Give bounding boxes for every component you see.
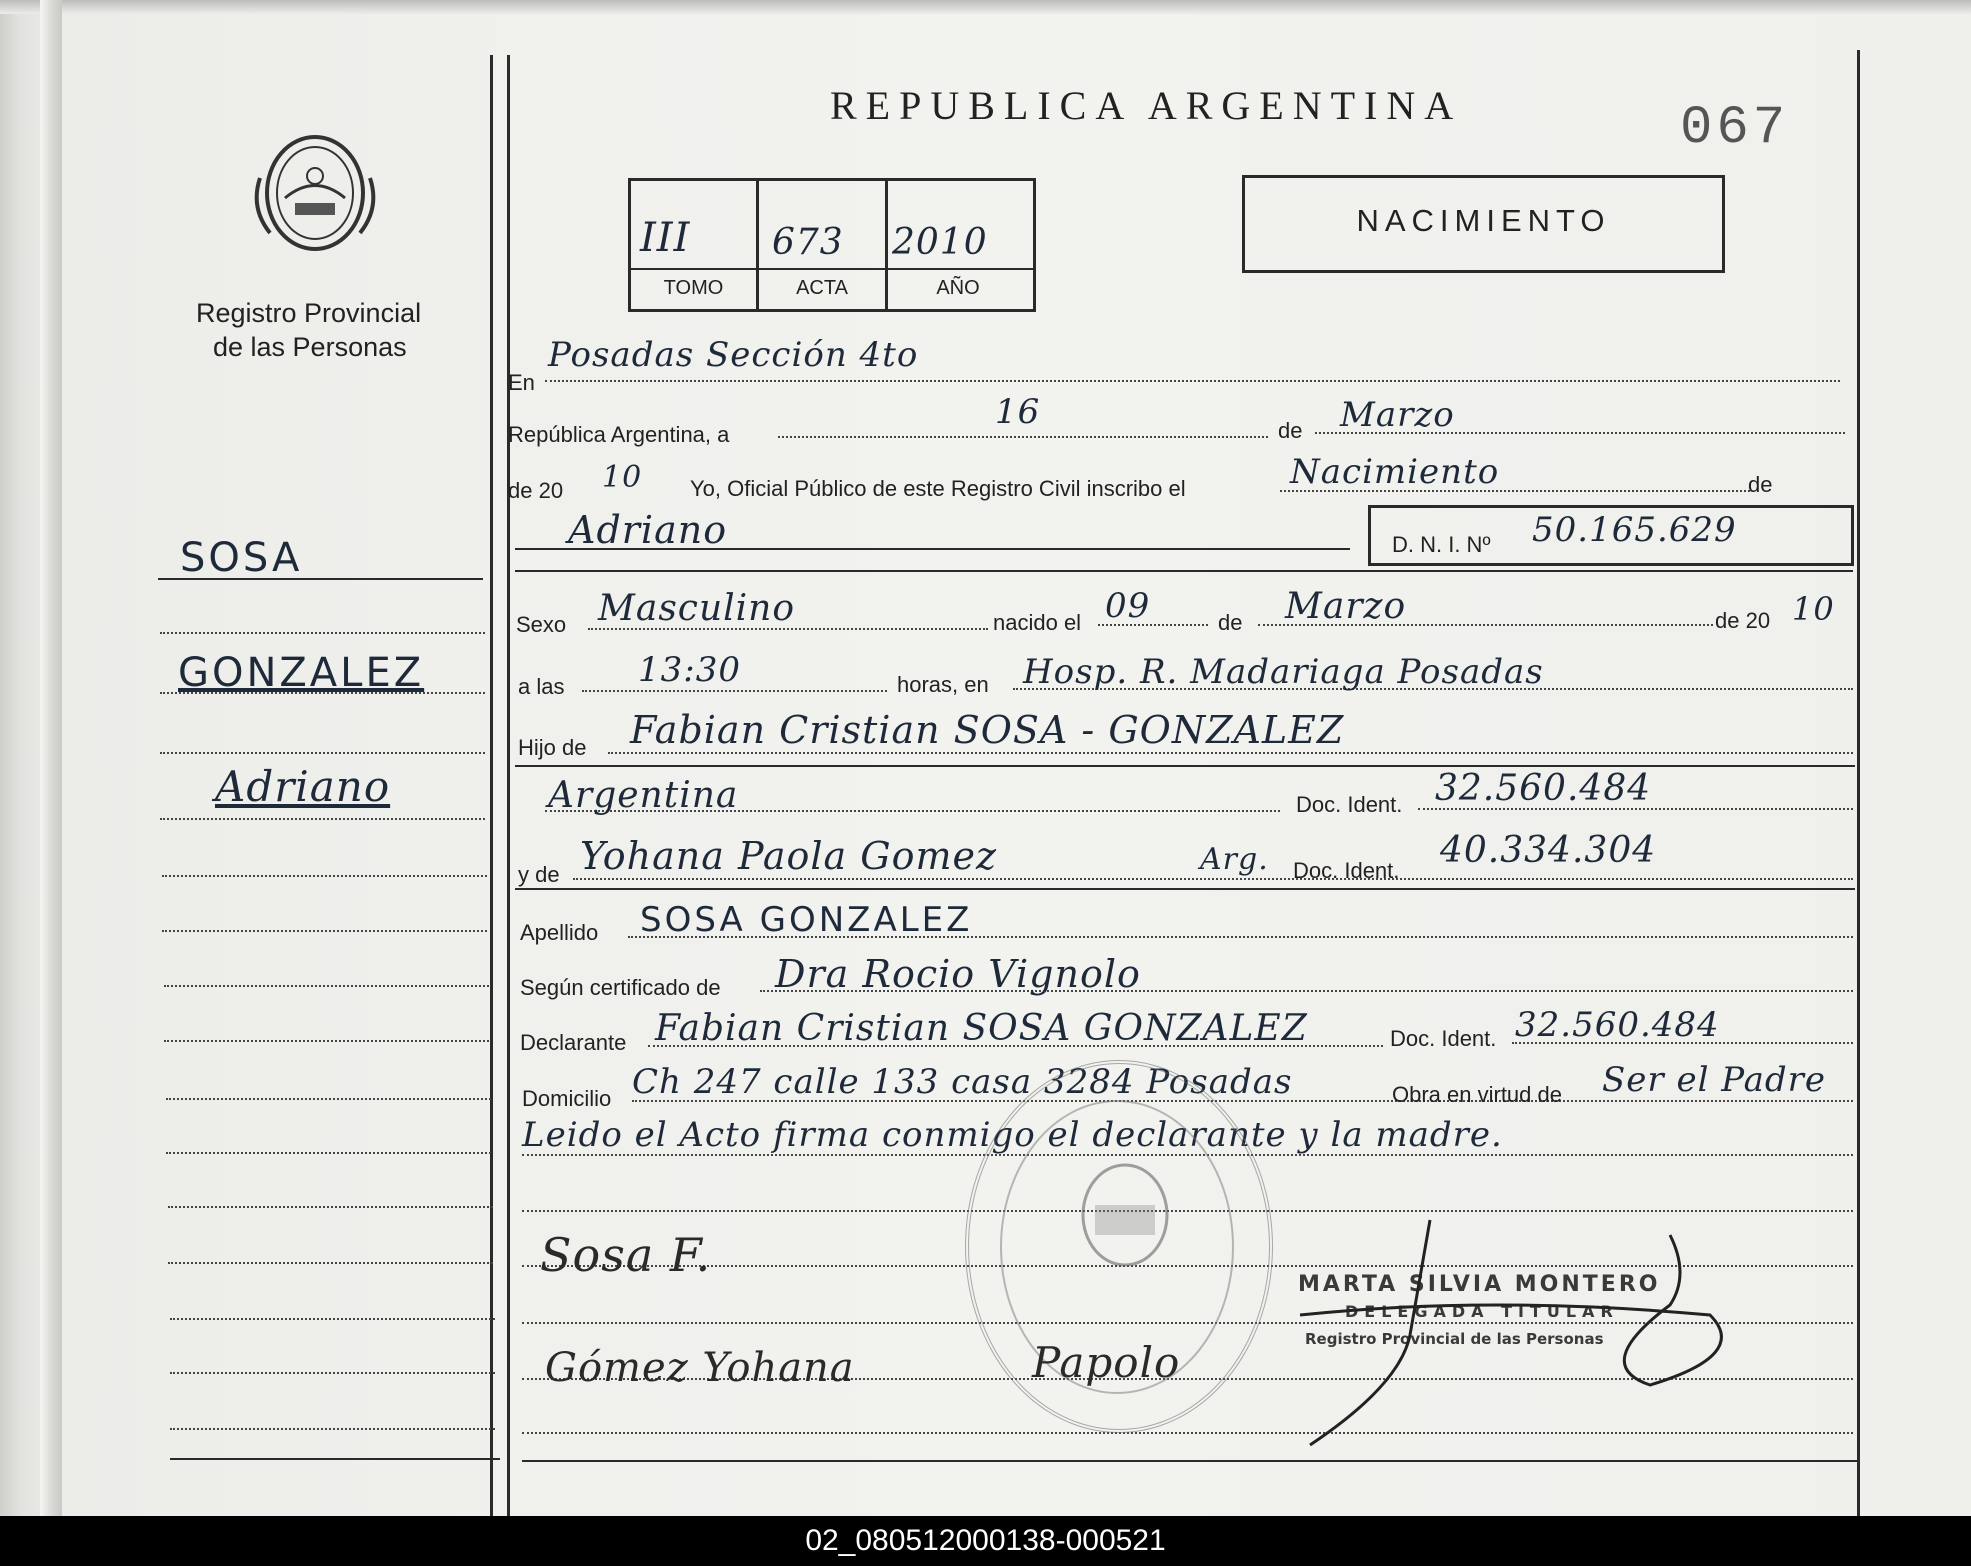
day-value: 16: [995, 392, 1041, 432]
nacido-year: 10: [1792, 590, 1835, 628]
margin-dotline: [170, 1428, 495, 1430]
seal-coat-of-arms: [1070, 1160, 1180, 1270]
inscribo-value: Nacimiento: [1290, 452, 1500, 492]
official-org-stamp: Registro Provincial de las Personas: [1305, 1330, 1604, 1348]
republica-label: República Argentina, a: [508, 422, 730, 447]
lugar-value: Hosp. R. Madariaga Posadas: [1023, 652, 1544, 692]
domicilio-value: Ch 247 calle 133 casa 3284 Posadas: [632, 1062, 1293, 1102]
obra-value: Ser el Padre: [1602, 1060, 1827, 1100]
margin-dotline: [164, 1040, 489, 1042]
margin-dotline: [166, 1152, 491, 1154]
padre-doc: 32.560.484: [1435, 768, 1652, 809]
registry-seal-logo: [240, 118, 390, 268]
margin-dotline: [168, 1262, 493, 1264]
en-label: En: [508, 370, 535, 395]
margin-dotline: [160, 818, 485, 820]
madre-nac-value: Arg.: [1200, 842, 1269, 877]
registry-name-line2: de las Personas: [213, 332, 407, 362]
book-binding: [40, 0, 62, 1516]
doc-ident-label-2: Doc. Ident.: [1293, 858, 1400, 883]
de20-label: de 20: [508, 478, 564, 503]
margin-dotline: [164, 985, 489, 987]
madre-line: [573, 878, 1853, 880]
nacido-month: Marzo: [1285, 586, 1407, 627]
leido-text: Leido el Acto firma conmigo el declarante y la madre.: [522, 1115, 1503, 1155]
signature-official: Papolo: [1032, 1338, 1181, 1387]
nombre-value: Adriano: [568, 508, 728, 552]
de-label-2: de: [1748, 472, 1773, 497]
hora-value: 13:30: [638, 650, 741, 690]
day-line: [778, 436, 1268, 438]
alas-label: a las: [518, 674, 565, 699]
en-line: [545, 380, 1840, 382]
sexo-value: Masculino: [598, 588, 796, 629]
country-title: REPUBLICA ARGENTINA: [830, 83, 1463, 128]
signature-mother: Gómez Yohana: [545, 1345, 855, 1391]
margin-dotline: [166, 1098, 491, 1100]
doc-ident-label: Doc. Ident.: [1296, 792, 1403, 817]
signature-father: Sosa F.: [540, 1228, 712, 1282]
official-title-stamp: DELEGADA TITULAR: [1345, 1302, 1619, 1321]
sexo-label: Sexo: [516, 612, 567, 637]
domicilio-label: Domicilio: [522, 1086, 612, 1111]
segun-value: Dra Rocio Vignolo: [775, 952, 1141, 996]
anio-label: AÑO: [936, 277, 980, 299]
section-rule: [515, 888, 1855, 890]
margin-dotline: [162, 875, 487, 877]
padre-line: [608, 752, 1853, 754]
margin-dotline: [162, 930, 487, 932]
dni-label: D. N. I. Nº: [1392, 532, 1491, 557]
madre-doc: 40.334.304: [1440, 830, 1657, 871]
margin-dotline: [160, 752, 485, 754]
margin-divider-line: [490, 55, 493, 1516]
apellido-value: SOSA GONZALEZ: [640, 900, 973, 940]
tomo-value: III: [640, 215, 691, 261]
page-number: 067: [1680, 98, 1790, 159]
margin-given-name: Adriano: [215, 762, 391, 811]
form-right-border: [1857, 50, 1860, 1516]
padre-nac-value: Argentina: [548, 775, 739, 816]
yo-label: Yo, Oficial Público de este Registro Civil inscribo el: [690, 476, 1186, 501]
scan-file-id: 02_080512000138-000521: [0, 1516, 1971, 1566]
month-value: Marzo: [1340, 395, 1455, 435]
apellido-label: Apellido: [520, 920, 599, 945]
acta-value: 673: [772, 222, 844, 263]
horas-label: horas, en: [897, 672, 989, 697]
doc-ident-label-3: Doc. Ident.: [1390, 1026, 1497, 1051]
hijo-label: Hijo de: [518, 735, 587, 760]
margin-dotline: [160, 692, 485, 694]
form-left-border: [507, 55, 510, 1516]
page-top-edge: [0, 0, 1971, 14]
margin-dotline: [168, 1206, 493, 1208]
official-signature-scribble: [1290, 1215, 1760, 1455]
hora-line: [582, 690, 887, 692]
section-rule: [515, 570, 1853, 572]
yde-label: y de: [518, 862, 560, 887]
official-name-stamp: MARTA SILVIA MONTERO: [1298, 1272, 1661, 1297]
declarante-doc: 32.560.484: [1515, 1005, 1720, 1045]
margin-surname-1: SOSA: [180, 535, 303, 581]
ref-table-row-divider: [628, 268, 1033, 270]
de-label-3: de: [1218, 610, 1243, 635]
margin-bottom-line: [170, 1458, 500, 1460]
en-value: Posadas Sección 4to: [548, 335, 919, 375]
declarante-value: Fabian Cristian SOSA GONZALEZ: [655, 1008, 1308, 1049]
form-bottom-rule: [522, 1460, 1857, 1462]
registry-name-line1: Registro Provincial: [196, 298, 422, 328]
dni-value: 50.165.629: [1532, 510, 1737, 550]
padre-value: Fabian Cristian SOSA - GONZALEZ: [630, 708, 1345, 752]
acta-label: ACTA: [796, 277, 848, 299]
margin-surname-2: GONZALEZ: [178, 650, 425, 696]
year-value: 10: [602, 460, 643, 495]
nacido-label: nacido el: [993, 610, 1082, 635]
de20-label-2: de 20: [1715, 608, 1771, 633]
margin-dotline: [160, 632, 485, 634]
declarante-label: Declarante: [520, 1030, 627, 1055]
nacido-day: 09: [1105, 586, 1151, 626]
madre-value: Yohana Paola Gomez: [580, 834, 998, 878]
de-label: de: [1278, 418, 1303, 443]
section-rule: [515, 765, 1855, 767]
anio-value: 2010: [892, 222, 988, 263]
segun-label: Según certificado de: [520, 975, 721, 1000]
margin-dotline: [170, 1318, 495, 1320]
obra-label: Obra en virtud de: [1392, 1082, 1562, 1107]
document-type: NACIMIENTO: [1356, 203, 1611, 238]
tomo-label: TOMO: [663, 277, 724, 299]
margin-dotline: [170, 1372, 495, 1374]
